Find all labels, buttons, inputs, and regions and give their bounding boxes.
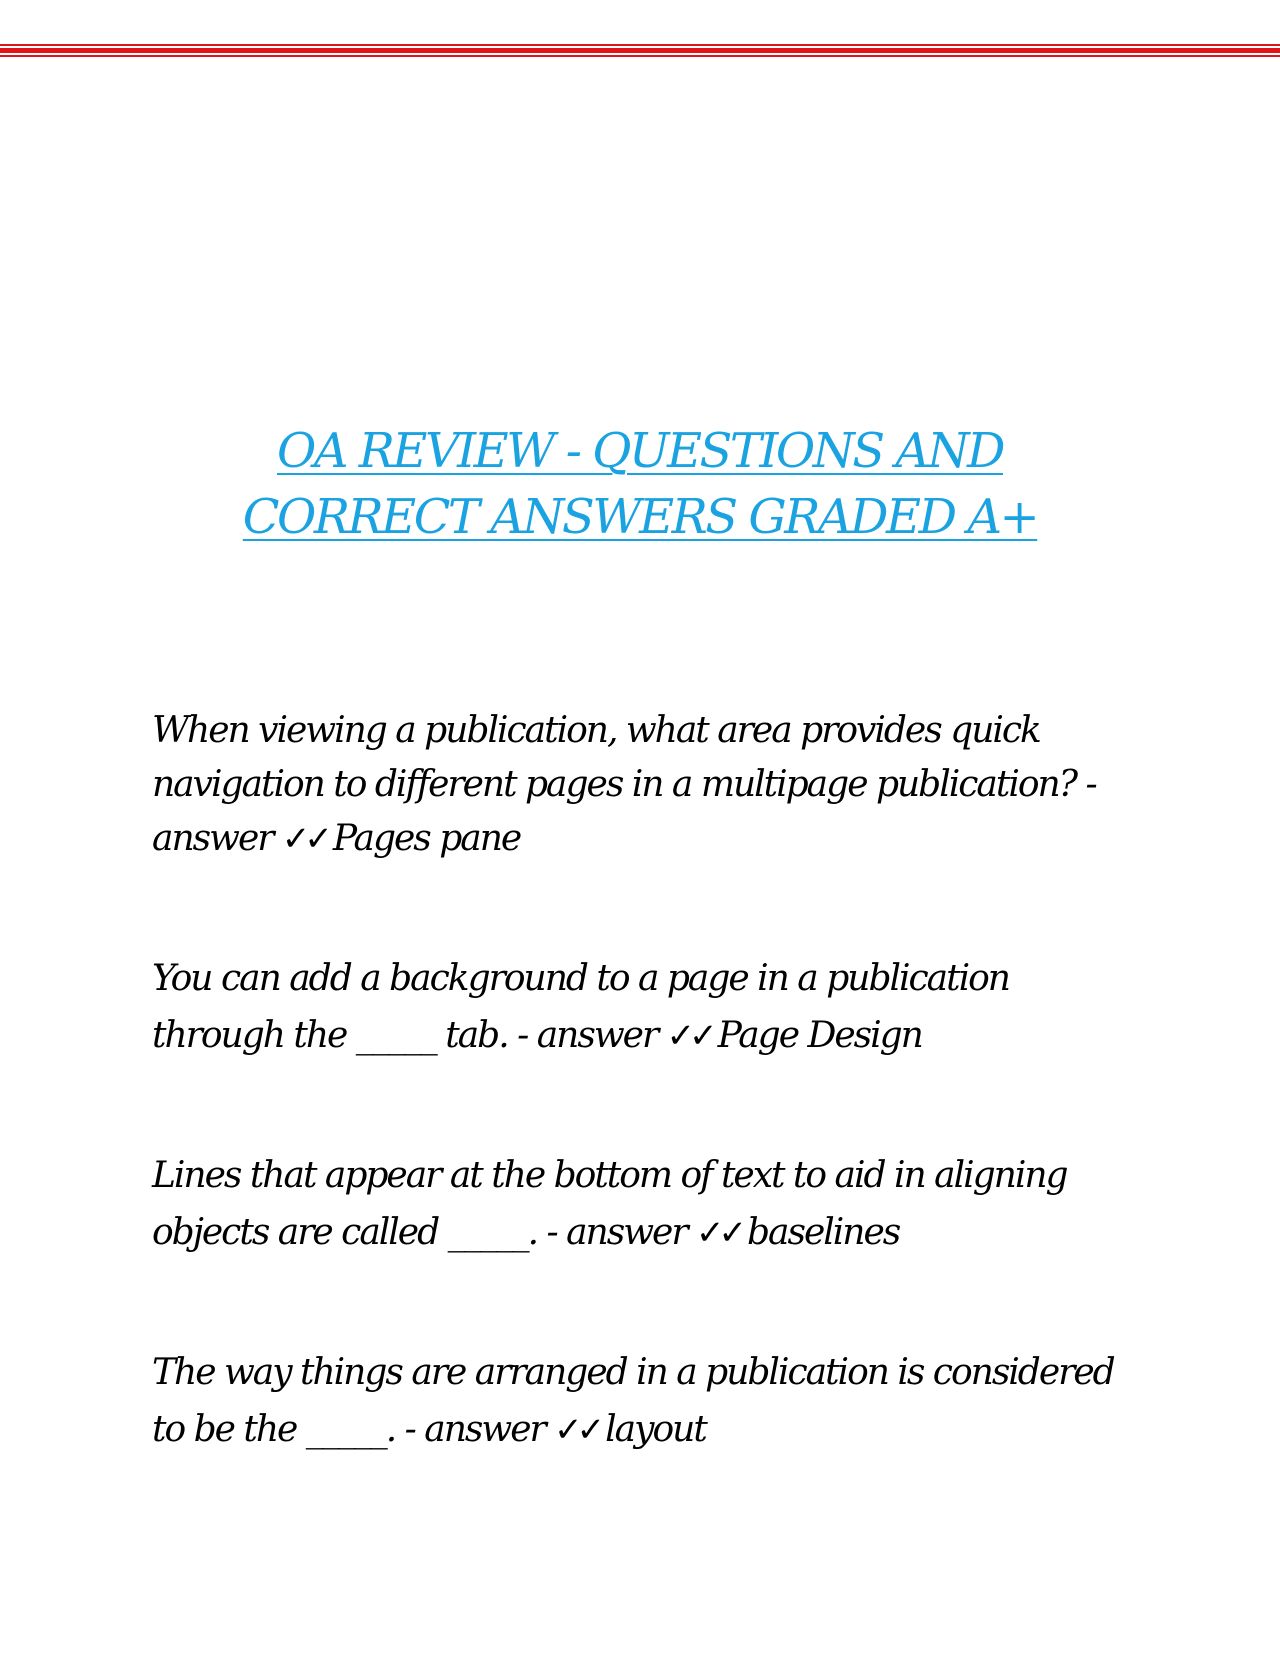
question-text-4: The way things are arranged in a publication is considered to be the _____. - answer	[152, 1352, 1114, 1450]
question-text-3: Lines that appear at the bottom of text to aid in aligning objects are called _____. - answer	[152, 1155, 1067, 1253]
answer-text-1: Pages pane	[332, 818, 521, 859]
qa-item-4	[152, 1344, 1132, 1459]
title-line-2: CORRECT ANSWERS GRADED A+	[242, 489, 1038, 545]
rule-line-middle	[0, 48, 1280, 53]
header-double-rule	[0, 44, 1280, 58]
double-check-icon: ✓✓	[281, 819, 327, 859]
double-check-icon: ✓✓	[554, 1410, 600, 1450]
double-check-icon: ✓✓	[666, 1016, 712, 1056]
double-check-icon: ✓✓	[696, 1213, 741, 1253]
answer-text-4: layout	[605, 1409, 706, 1450]
document-title	[140, 418, 1140, 550]
question-text-1: When viewing a publication, what area provides quick navigation to different pages in a multipage publication? - answer	[152, 710, 1096, 859]
qa-list	[152, 704, 1132, 1459]
rule-line-top	[0, 44, 1280, 46]
rule-line-bottom	[0, 55, 1280, 57]
answer-text-2: Page Design	[717, 1015, 922, 1056]
answer-text-3: baselines	[746, 1212, 900, 1253]
question-text-2: You can add a background to a page in a publication through the _____ tab. - answer	[152, 958, 1009, 1056]
qa-item-1	[152, 704, 1132, 866]
qa-item-3	[152, 1147, 1132, 1262]
qa-item-2	[152, 950, 1132, 1065]
title-line-1: OA REVIEW - QUESTIONS AND	[276, 423, 1004, 479]
